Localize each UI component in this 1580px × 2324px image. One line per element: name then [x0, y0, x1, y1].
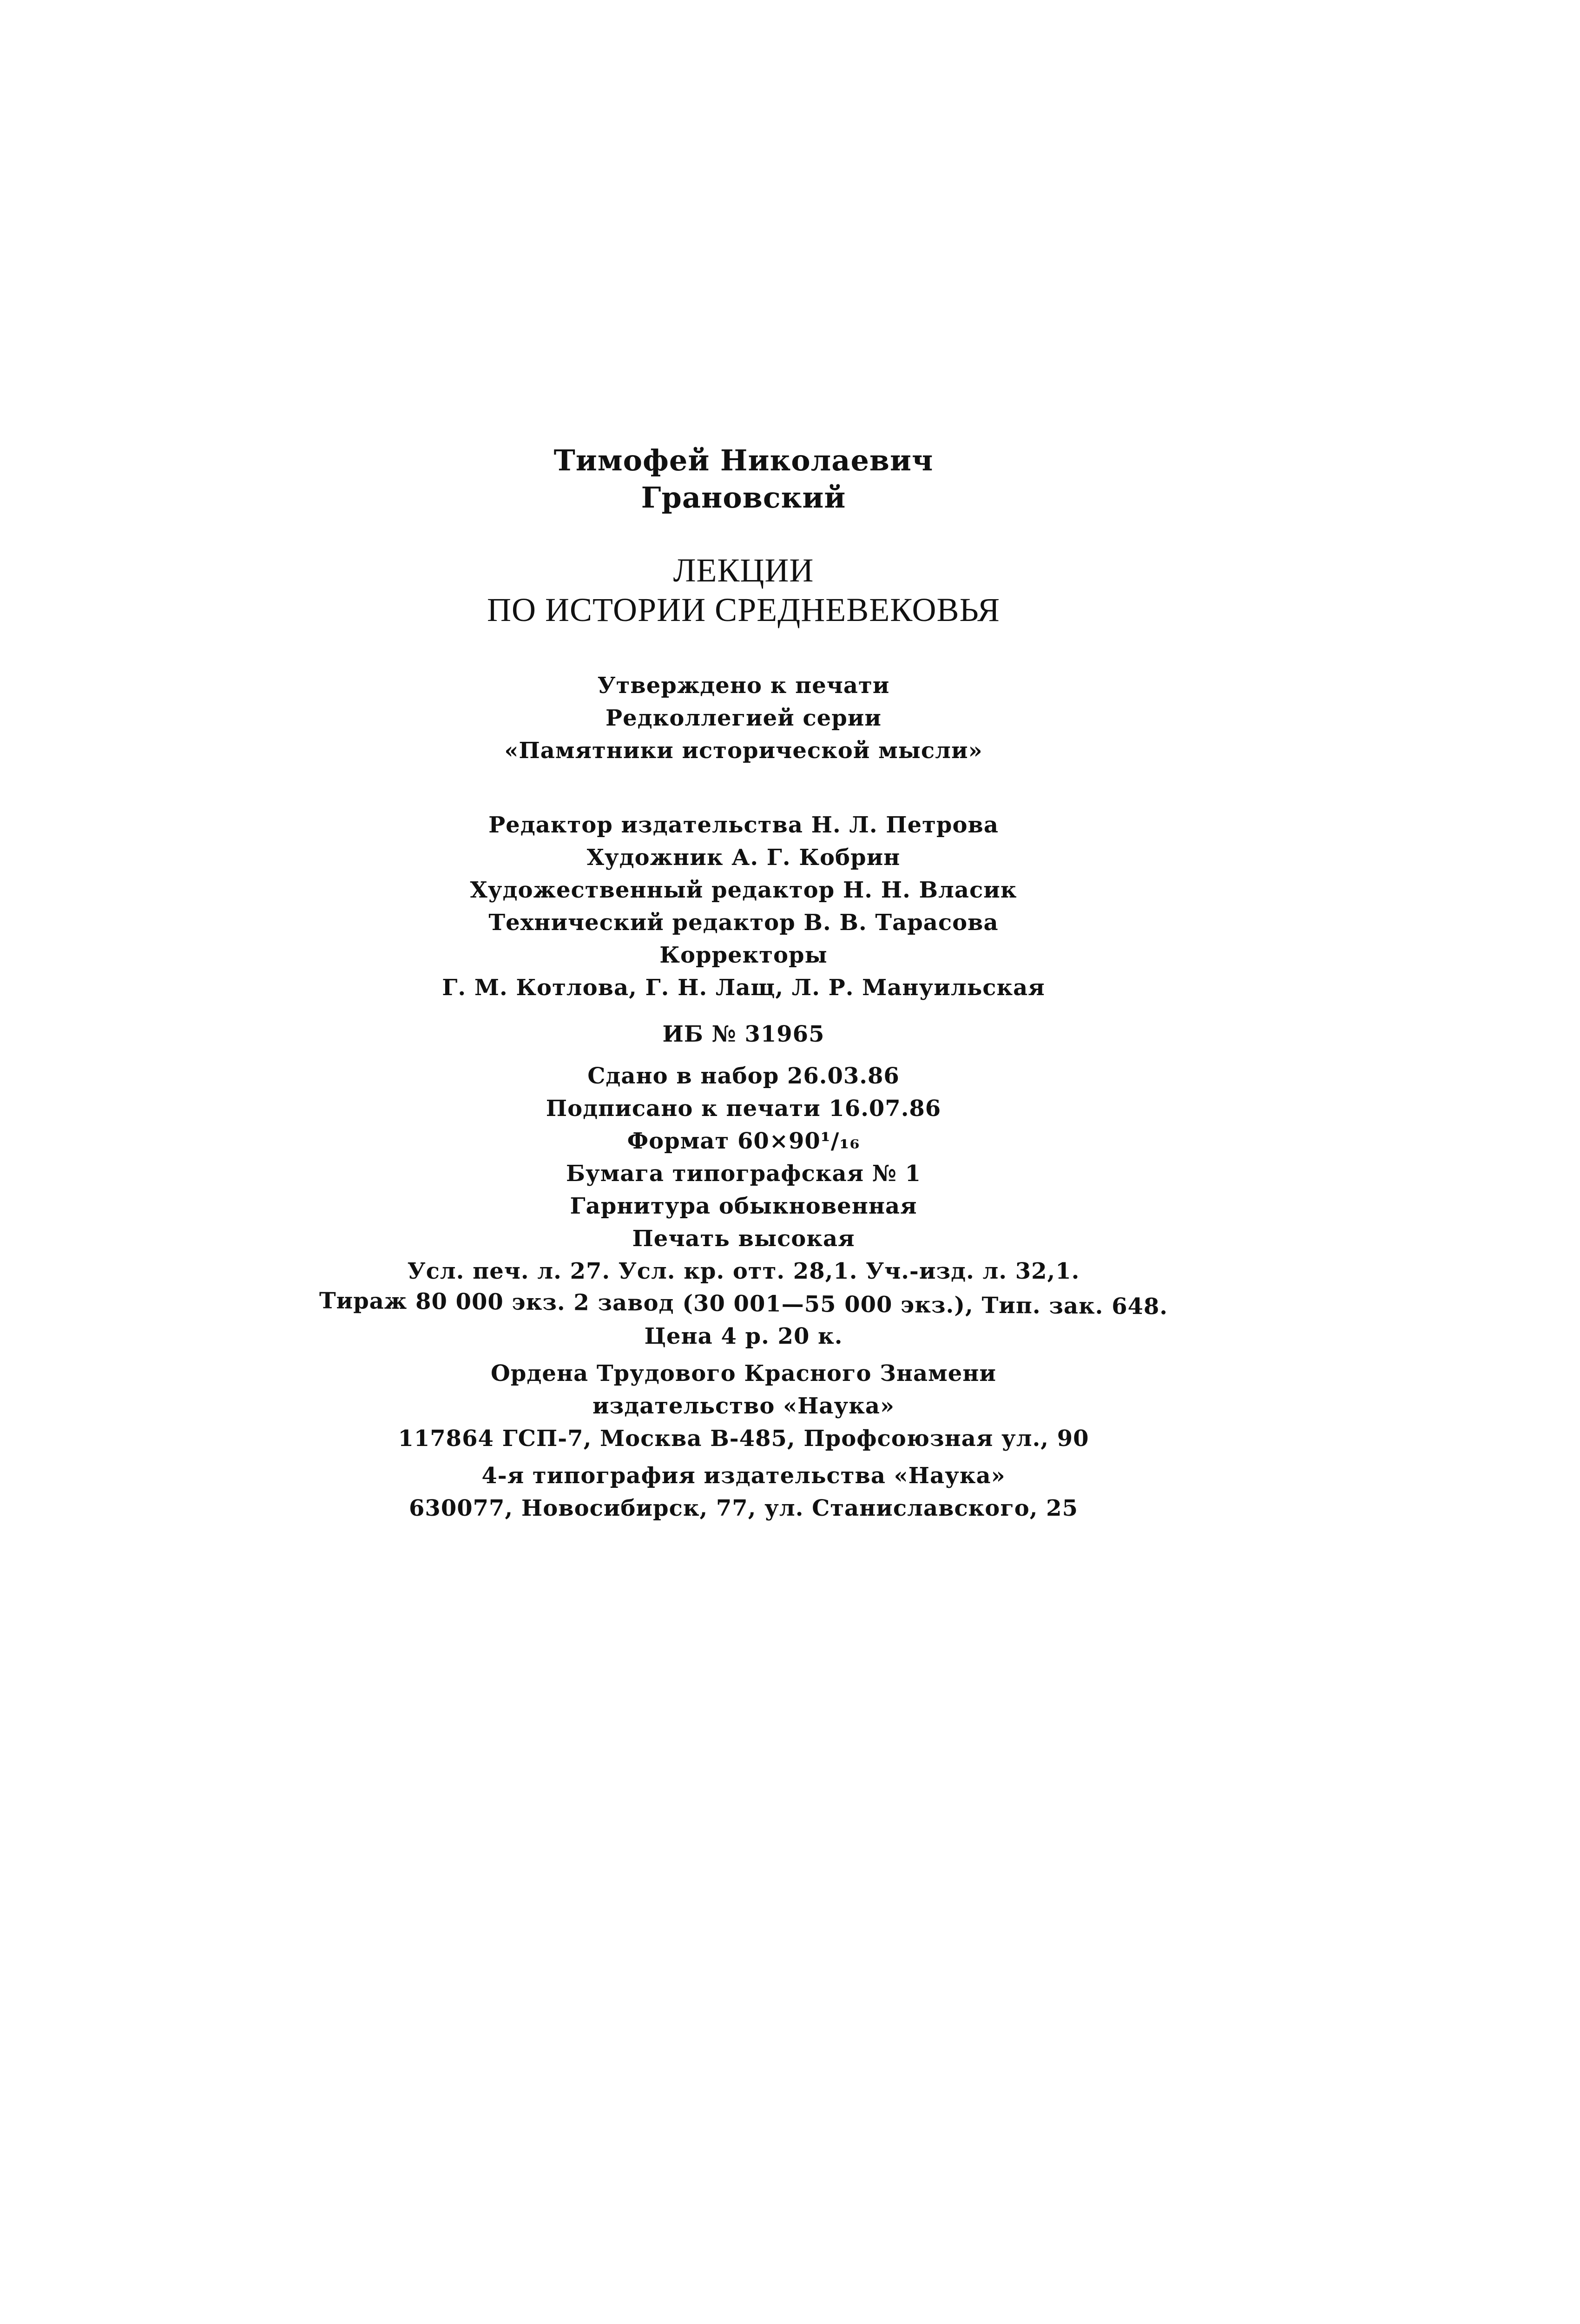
- approval-line3: «Памятники исторической мысли»: [504, 738, 983, 764]
- book-title-line1: ЛЕКЦИИ: [673, 552, 814, 589]
- price: Цена 4 р. 20 к.: [644, 1323, 843, 1349]
- printer-address: 630077, Новосибирск, 77, ул. Станиславского, 25: [409, 1495, 1078, 1521]
- technical-editor: Технический редактор В. В. Тарасова: [488, 910, 999, 936]
- approval-line1: Утверждено к печати: [597, 673, 890, 699]
- signed-date: Подписано к печати 16.07.86: [546, 1096, 941, 1122]
- printer-line1: 4-я типография издательства «Наука»: [481, 1463, 1006, 1489]
- proofreaders-names: Г. М. Котлова, Г. Н. Лащ, Л. Р. Мануильская: [442, 975, 1045, 1001]
- typeset-date: Сдано в набор 26.03.86: [587, 1063, 900, 1089]
- printing-method: Печать высокая: [632, 1226, 855, 1252]
- format: Формат 60×90¹/₁₆: [627, 1128, 860, 1154]
- publisher-address: 117864 ГСП-7, Москва В-485, Профсоюзная ул., 90: [398, 1426, 1089, 1452]
- ib-number: ИБ № 31965: [662, 1021, 825, 1047]
- print-run: Тираж 80 000 экз. 2 завод (30 001—55 000 экз.), Тип. зак. 648.: [319, 1287, 1168, 1320]
- art-editor: Художественный редактор Н. Н. Власик: [470, 877, 1017, 903]
- publisher-editor: Редактор издательства Н. Л. Петрова: [488, 812, 999, 838]
- author-name-line1: Тимофей Николаевич: [553, 443, 934, 477]
- publisher-line2: издательство «Наука»: [592, 1393, 895, 1419]
- publisher-line1: Ордена Трудового Красного Знамени: [490, 1360, 997, 1386]
- typeface: Гарнитура обыкновенная: [570, 1193, 917, 1219]
- artist: Художник А. Г. Кобрин: [586, 845, 901, 871]
- paper: Бумага типографская № 1: [566, 1161, 922, 1187]
- author-name-line2: Грановский: [641, 481, 846, 515]
- approval-line2: Редколлегией серии: [606, 705, 882, 731]
- print-sheets: Усл. печ. л. 27. Усл. кр. отт. 28,1. Уч.-изд. л. 32,1.: [407, 1258, 1080, 1284]
- book-title-line2: ПО ИСТОРИИ СРЕДНЕВЕКОВЬЯ: [487, 591, 1000, 628]
- proofreaders-label: Корректоры: [659, 942, 828, 968]
